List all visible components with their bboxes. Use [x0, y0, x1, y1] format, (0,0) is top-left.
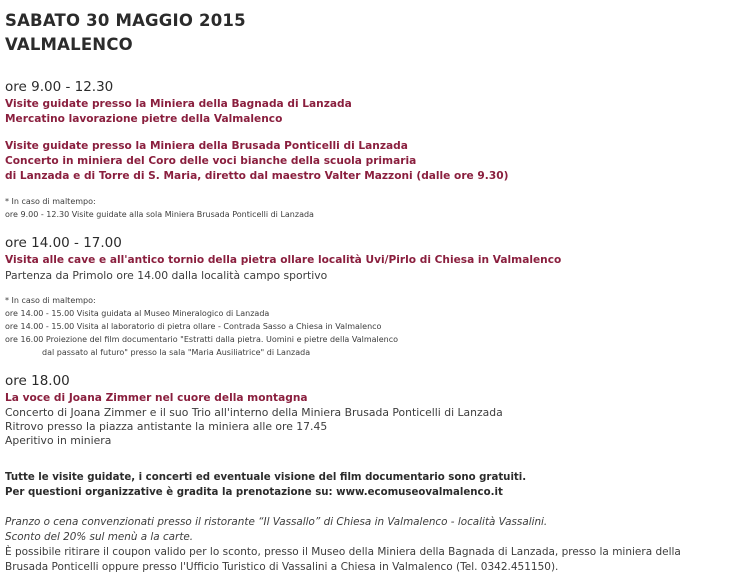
- morning-activity: Visite guidate presso la Miniera della Bagnada di Lanzada: [5, 98, 352, 110]
- discount-note: Sconto del 20% sul menù a la carte.: [5, 531, 194, 543]
- bad-weather-item: ore 16.00 Proiezione del film documentario "Estratti dalla pietra. Uomini e pietre della Valmalenco: [5, 335, 399, 344]
- booking-note: Per questioni organizzative è gradita la prenotazione su: www.ecomuseovalmalenco.it: [5, 487, 503, 498]
- morning-time: ore 9.00 - 12.30: [5, 79, 114, 95]
- evening-time: ore 18.00: [5, 373, 70, 389]
- evening-detail: Aperitivo in miniera: [5, 434, 112, 447]
- event-location-heading: VALMALENCO: [5, 35, 133, 54]
- free-entry-note: Tutte le visite guidate, i concerti ed eventuale visione del film documentario sono gratuiti.: [5, 472, 527, 483]
- afternoon-activity: Visita alle cave e all'antico tornio della pietra ollare località Uvi/Pirlo di Chiesa in Valmalenco: [5, 254, 562, 266]
- morning-activity: di Lanzada e di Torre di S. Maria, diretto dal maestro Valter Mazzoni (dalle ore 9.30): [5, 170, 509, 182]
- bad-weather-item: ore 14.00 - 15.00 Visita al laboratorio di pietra ollare - Contrada Sasso a Chiesa in Valmalenco: [5, 322, 382, 331]
- restaurant-offer: Pranzo o cena convenzionati presso il ristorante “Il Vassallo” di Chiesa in Valmalenco - località Vassalini.: [5, 516, 548, 528]
- morning-activity: Concerto in miniera del Coro delle voci bianche della scuola primaria: [5, 155, 417, 167]
- bad-weather-item: ore 14.00 - 15.00 Visita guidata al Museo Mineralogico di Lanzada: [5, 309, 270, 318]
- evening-detail: Concerto di Joana Zimmer e il suo Trio all'interno della Miniera Brusada Ponticelli di Lanzada: [5, 406, 503, 419]
- bad-weather-item: ore 9.00 - 12.30 Visite guidate alla sola Miniera Brusada Ponticelli di Lanzada: [5, 210, 314, 219]
- morning-activity: Visite guidate presso la Miniera della Brusada Ponticelli di Lanzada: [5, 140, 408, 152]
- coupon-info: Brusada Ponticelli oppure presso l'Ufficio Turistico di Vassalini a Chiesa in Valmalenco (Tel. 0342.451150).: [5, 561, 559, 573]
- bad-weather-label: * In caso di maltempo:: [5, 197, 96, 206]
- event-date-heading: SABATO 30 MAGGIO 2015: [5, 11, 246, 30]
- bad-weather-label: * In caso di maltempo:: [5, 296, 96, 305]
- evening-detail: Ritrovo presso la piazza antistante la miniera alle ore 17.45: [5, 420, 328, 433]
- bad-weather-item: dal passato al futuro" presso la sala "Maria Ausiliatrice" di Lanzada: [42, 348, 311, 357]
- evening-title: La voce di Joana Zimmer nel cuore della montagna: [5, 392, 308, 404]
- afternoon-detail: Partenza da Primolo ore 14.00 dalla località campo sportivo: [5, 269, 328, 282]
- afternoon-time: ore 14.00 - 17.00: [5, 235, 122, 251]
- coupon-info: È possibile ritirare il coupon valido per lo sconto, presso il Museo della Miniera della Bagnada di Lanzada, presso la miniera della: [5, 546, 681, 558]
- morning-activity: Mercatino lavorazione pietre della Valmalenco: [5, 113, 283, 125]
